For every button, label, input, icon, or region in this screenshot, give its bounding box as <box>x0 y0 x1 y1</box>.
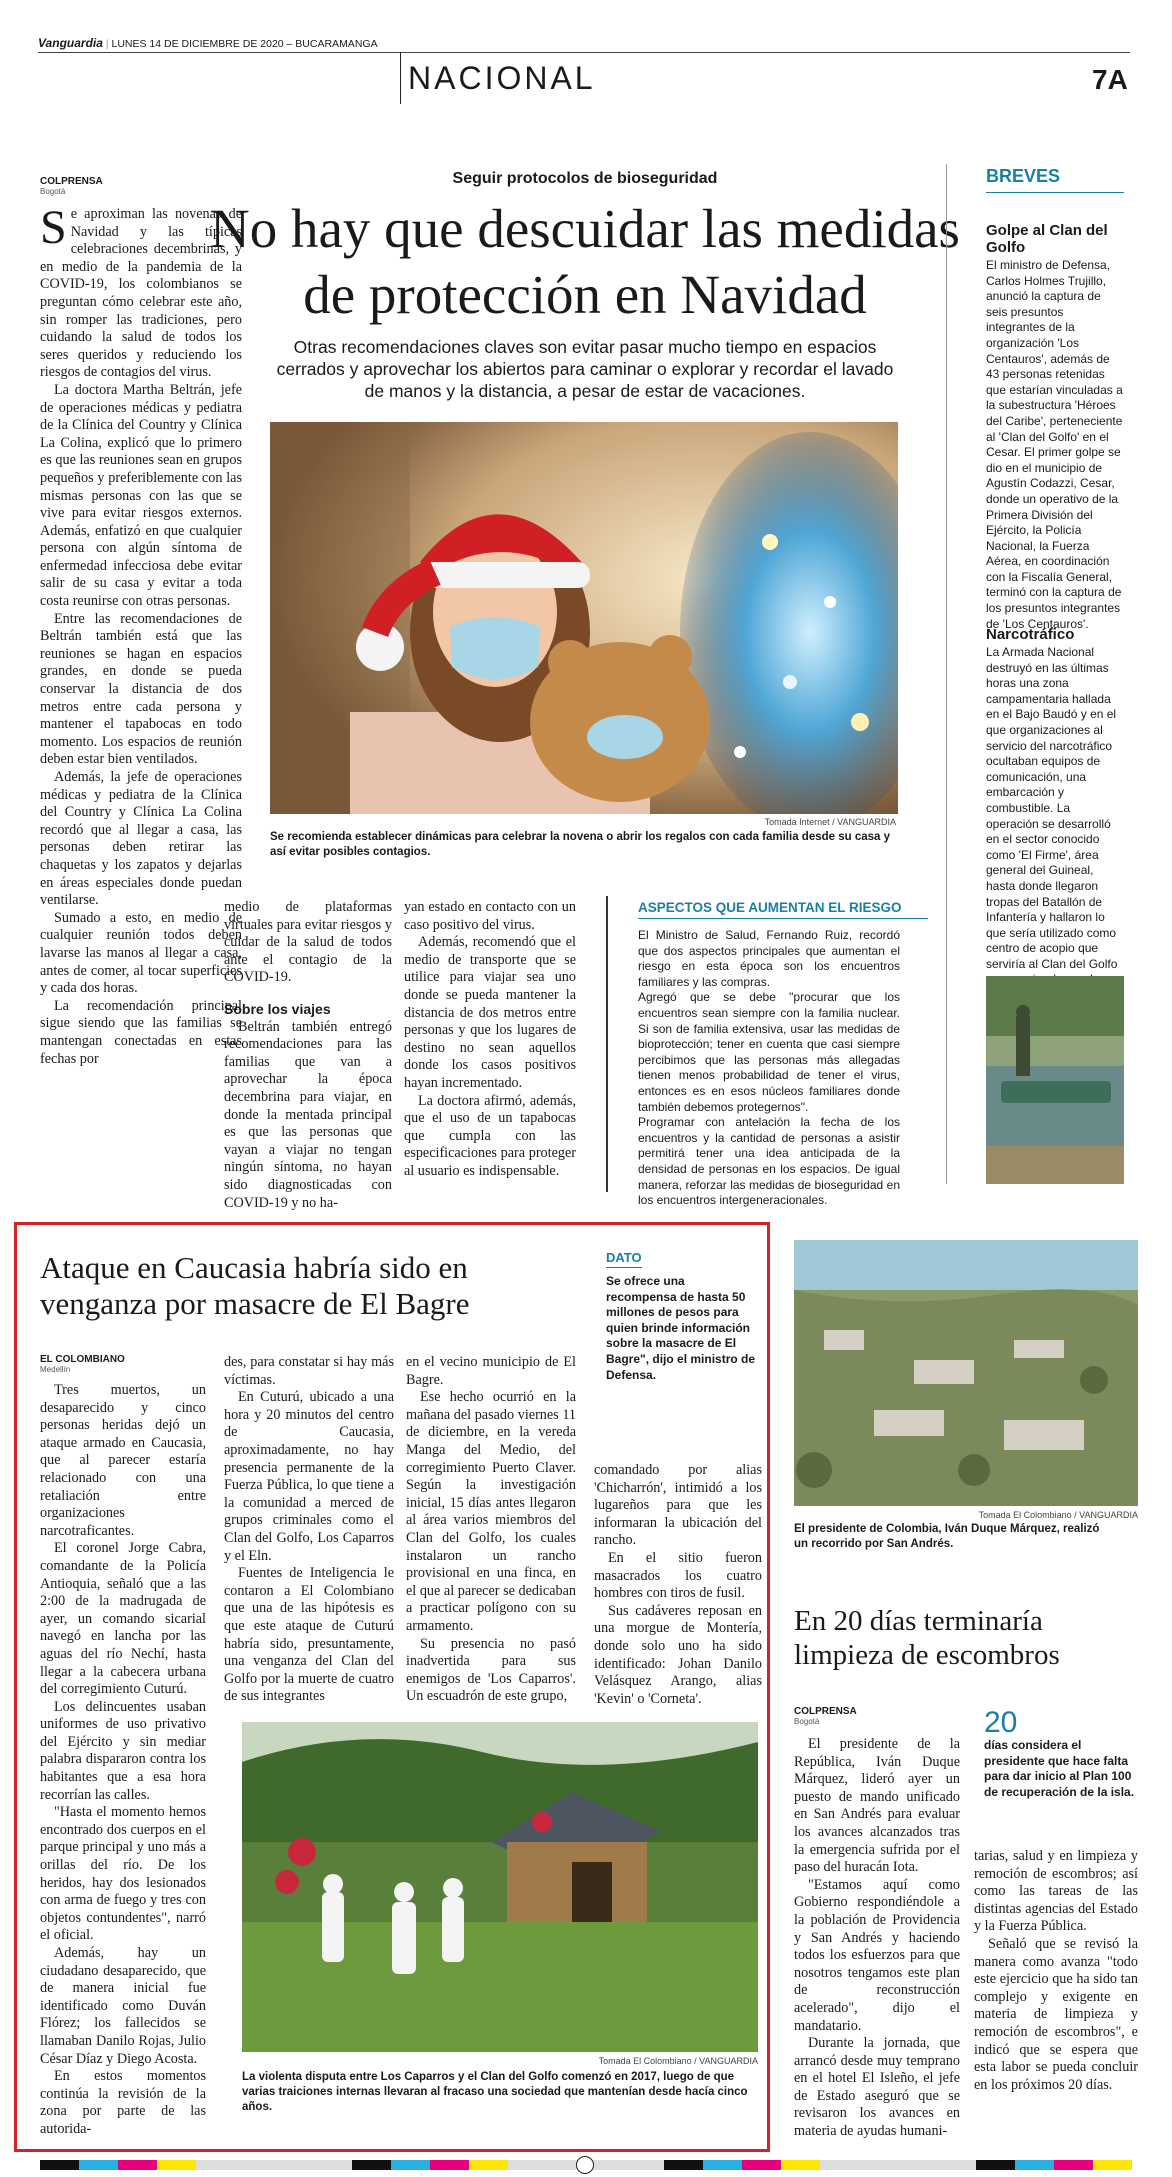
stat-text: días considera el presidente que hace falta para dar inicio al Plan 100 de recuperación de la isla. <box>984 1738 1135 1799</box>
main-column-1: S e aproximan las novenas de Navidad y las típicas celebraciones decembrinas, y en medio de la pandemia de la COVID-19, los colombianos se preguntan cómo celebrar este año, sin romper las tradiciones, pero cuidando la salud de todos los seres queridos y reduciendo los riesgos de contagios del virus. La doctora Martha Beltrán, jefe de operaciones médicas y pediatra de la Clínica del Country y Clínica La Colina, explicó que lo primero es que las reuniones sean en grupos pequeños y preferiblemente con las mismas personas con las que se vive para evitar riesgos externos. Además, enfatizó en que cualquier persona con algún síntoma de enfermedad infecciosa debe evitar salir de su casa y evitar a toda costa reunirse con otras personas. Entre las recomendaciones de Beltrán también está que las reuniones se hagan en espacios grandes, en donde se pueda conservar la distancia de dos metros entre cada persona y mantener el tapabocas en todo momento. Los espacios de reunión deben estar bien ventilados. Además, la jefe de operaciones médicas y pediatra de la Clínica del Country y Clínica La Colina recordó que al llegar a casa, las personas deben retirar las chaquetas y los zapatos y dejarlas en áreas especiales donde puedan ventilarse. Sumado a esto, en medio de cualquier reunión todos deben lavarse las manos al llegar a casa, antes de comer, al tocar superficies y cada dos horas. La recomendación principal sigue siendo que las familias se mantengan conectadas en estas fechas por <box>40 201 242 1067</box>
risk-sidebar-bracket <box>606 896 618 1192</box>
main-byline: COLPRENSA Bogotá <box>40 176 103 196</box>
main-headline: No hay que descuidar las medidas de protección en Navidad <box>210 198 960 325</box>
breves-title-underline <box>986 192 1124 193</box>
caucasia-photo-caption: La violenta disputa entre Los Caparros y el Clan del Golfo comenzó en 2017, luego de que varias traiciones internas llevaran al fracaso una sociedad que mantenían desde hacía cinco años. <box>242 2071 748 2113</box>
dato-box <box>606 1250 756 1383</box>
caucasia-photo-credit: Tomada El Colombiano / VANGUARDIA <box>598 2056 758 2066</box>
aerial-debris-photo <box>794 1240 1138 1506</box>
sanandres-photo-caption: El presidente de Colombia, Iván Duque Márquez, realizó un recorrido por San Andrés. <box>794 1523 1100 1550</box>
child-santa-hat-photo <box>270 422 898 814</box>
caucasia-column-2: des, para constatar si hay más víctimas. En Cuturú, ubicado a una hora y 20 minutos del centro de Caucasia, aproximadamente, no hay presencia permanente de la Fuerza Pública, lo que tiene a la comunidad a merced de grupos criminales como el Clan del Golfo, Los Caparros y el Eln. Fuentes de Inteligencia le contaron a El Colombiano que una de las hipótesis es que este ataque de Cuturú habría sido, presuntamente, una venganza del Clan del Golfo por la muerte de cuatro de sus integrantes <box>224 1354 394 1705</box>
sanandres-column-1: El presidente de la República, Iván Duque Márquez, lideró ayer un puesto de mando unificado en San Andrés para evaluar los avances alcanzados tras la emergencia sufrida por el paso del huracán Iota. "Estamos aquí como Gobierno respondiéndole a la población de Providencia y San Andrés y haciendo todos los esfuerzos para que nosotros tengamos este plan de reconstrucción acelerado", dijo el mandatario. Durante la jornada, que arrancó desde muy temprano en el hotel El Isleño, el jefe de Estado aseguró que se revisaron los avances en materia de ayudas humani- <box>794 1736 960 2140</box>
dato-text: Se ofrece una recompensa de hasta 50 millones de pesos para quien brinde información sobre la masacre de El Bagre", dijo el ministro de Defensa. <box>606 1274 756 1382</box>
main-photo <box>270 422 898 814</box>
main-column-2: medio de plataformas virtuales para evitar riesgos y cuidar de la salud de todos ante el contagio de la COVID-19. Sobre los viajes Beltrán también entregó recomendaciones para las familias que van a aprovechar la época decembrina para viajar, en donde la mentada principal es que las personas que vayan a viajar no tengan ningún síntoma, no hayan sido diagnosticadas con COVID-19 y no ha- <box>224 899 392 1211</box>
main-photo-caption: Se recomienda establecer dinámicas para celebrar la novena o abrir los regalos con cada familia desde su casa y así evitar posibles contagios. <box>270 831 891 858</box>
registration-mark-icon <box>576 2156 594 2174</box>
dato-label: DATO <box>606 1250 642 1268</box>
caucasia-column-3: en el vecino municipio de El Bagre. Ese hecho ocurrió en la mañana del pasado viernes 11 de diciembre, en la vereda Manga del Medio, del corregimiento Puerto Claver. Según la investigación inicial, 15 días antes llegaron al área varios miembros del Clan del Golfo, los cuales instalaron un rancho provisional en una finca, en el que al parecer se dedicaban a practicar polígono con su armamento. Su presencia no pasó inadvertida para sus enemigos de 'Los Caparros'. Un escuadrón de este grupo, <box>406 1354 576 1705</box>
caucasia-column-1: Tres muertos, un desaparecido y cinco personas heridas dejó un ataque armado en Caucasia, que al parecer estaría relacionado con una retaliación entre organizaciones narcotraficantes. El coronel Jorge Cabra, comandante de la Policía Antioquia, señaló que a las 2:00 de la madrugada de ayer, un comando sicarial navegó en lancha por las aguas del río Nechí, hasta llegar a la cabecera urbana del corregimiento Cuturú. Los delincuentes usaban uniformes de uso privativo del Ejército y sin mediar palabra dispararon contra los habitantes que a esa hora recorrían las calles. "Hasta el momento hemos encontrado dos cuerpos en el parque principal y uno más a orillas del río. De los heridos, hay dos lesionados con arma de fuego y tres con objetos contundentes", narró el oficial. Además, hay un ciudadano desaparecido, que de manera inicial fue identificado como Duván Flórez; los fallecidos se llamaban Danilo Rojas, Julio César Díaz y Diego Acosta. En estos momentos continúa la revisión de la zona por parte de las autorida- <box>40 1382 206 2137</box>
breve-clan-del-golfo: Golpe al Clan del Golfo El ministro de Defensa, Carlos Holmes Trujillo, anunció la captura de seis presuntos integrantes de la organización 'Los Centauros', además de 43 personas retenidas que estarían vinculadas a la subestructura 'Héroes del Caribe', perteneciente al 'Clan del Golfo' en el Cesar. El primer golpe se dio en el municipio de Agustín Codazzi, Cesar, donde un operativo de la Primera División del Ejército, la Policía Nacional, la Fuerza Aérea, en coordinación con la Fiscalía General, terminó con la captura de los presuntos integrantes de 'Los Centauros'. <box>986 222 1123 631</box>
main-column-3: yan estado en contacto con un caso positivo del virus. Además, recomendó que el medio de transporte que se utilice para viajar sea uno donde se pueda mantener la distancia de dos metros entre personas y que los lugares de destino no sean aquellos donde los casos positivos hayan incrementado. La doctora afirmó, además, que el uso de un tapabocas que cumpla con las especificaciones para proteger al usuario es indispensable. <box>404 899 576 1179</box>
header-rule <box>38 52 1130 53</box>
main-kicker: Seguir protocolos de bioseguridad <box>452 170 718 187</box>
main-photo-credit: Tomada Internet / VANGUARDIA <box>764 817 896 827</box>
caucasia-byline: EL COLOMBIANO Medellín <box>40 1354 125 1374</box>
sanandres-column-2: tarias, salud y en limpieza y remoción de escombros; así como las tareas de las distintas agencias del Estado y la Fuerza Pública. Señaló que se revisó la manera como avanza "todo este ejercicio que ha sido tan complejo y exigente en materia de limpieza y remoción de escombros", e indicó que se espera que esta labor se pueda concluir en los próximos 20 días. <box>974 1848 1138 2093</box>
brand-logo: Vanguardia <box>38 36 103 50</box>
breves-title: BREVES <box>986 166 1061 186</box>
main-deck: Otras recomendaciones claves son evitar pasar mucho tiempo en espacios cerrados y aprovechar los abiertos para caminar o explorar y recordar el lavado de manos y la distancia, a pesar de estar de vacaciones. <box>276 337 894 401</box>
sanandres-byline: COLPRENSA Bogotá <box>794 1706 857 1726</box>
breves-rule <box>946 164 947 1184</box>
dropcap: S <box>40 201 67 254</box>
sanandres-photo <box>794 1240 1138 1506</box>
sanandres-photo-credit: Tomada El Colombiano / VANGUARDIA <box>978 1510 1138 1520</box>
subhead-viajes: Sobre los viajes <box>224 1000 331 1017</box>
sanandres-headline: En 20 días terminaría limpieza de escombros <box>794 1605 1060 1671</box>
page-number: 7A <box>1092 64 1128 95</box>
breves-photo <box>986 976 1124 1184</box>
section-divider <box>400 52 401 104</box>
caucasia-column-4: comandado por alias 'Chicharrón', intimidó a los lugareños para que les informaran la ubicación del rancho. En el sitio fueron masacrados los cuatro hombres con tiros de fusil. Sus cadáveres reposan en una morgue de Montería, donde solo uno ha sido identificado: Johan Danilo Velásquez Arango, alias 'Kevin' o 'Corneta'. <box>594 1462 762 1707</box>
risk-sidebar-title: ASPECTOS QUE AUMENTAN EL RIESGO <box>638 900 928 919</box>
caucasia-headline: Ataque en Caucasia habría sido en venganza por masacre de El Bagre <box>40 1250 470 1321</box>
risk-sidebar-text: El Ministro de Salud, Fernando Ruiz, recordó que dos aspectos principales que aumentan el riesgo en esta época son los encuentros familiares y las compras. Agregó que se debe "procurar que los encuentros sean siempre con la familia nuclear. Si son de familia extensiva, usar las medidas de bioprotección; tener en cuenta que casi siempre percibimos que las personas más allegadas tienen menos probabilidad de tener el virus, entonces es en esos núcleos familiares donde también debemos protegernos". Programar con antelación la fecha de los encuentros y la cantidad de personas a asistir permitirá tener una idea anticipada de la densidad de personas en los espacios. De igual manera, reforzar las medidas de bioseguridad en los encuentros intergeneracionales. <box>638 928 900 1208</box>
stat-number: 20 <box>984 1706 1018 1739</box>
breve-narcotrafico: Narcotráfico La Armada Nacional destruyó en las últimas horas una zona campamentaria hallada en el Bajo Baudó y en el que organizaciones al servicio del narcotráfico ocultaban equipos de comunicación, una embarcación y combustible. La operación se desarrolló en el sector conocido como 'El Firme', área general del Guineal, hasta donde llegaron tropas del Batallón de Infantería y hallaron lo que sería utilizado como centro de acopio que serviría al Clan del Golfo <box>986 626 1118 971</box>
caucasia-photo <box>242 1722 758 2052</box>
header-date: LUNES 14 DE DICIEMBRE DE 2020 – BUCARAMANGA <box>111 38 378 50</box>
masthead: Vanguardia | LUNES 14 DE DICIEMBRE DE 2020 – BUCARAMANGA <box>38 36 378 50</box>
navy-boat-photo <box>986 976 1124 1184</box>
section-title: NACIONAL <box>408 60 596 96</box>
forensic-team-photo <box>242 1722 758 2052</box>
